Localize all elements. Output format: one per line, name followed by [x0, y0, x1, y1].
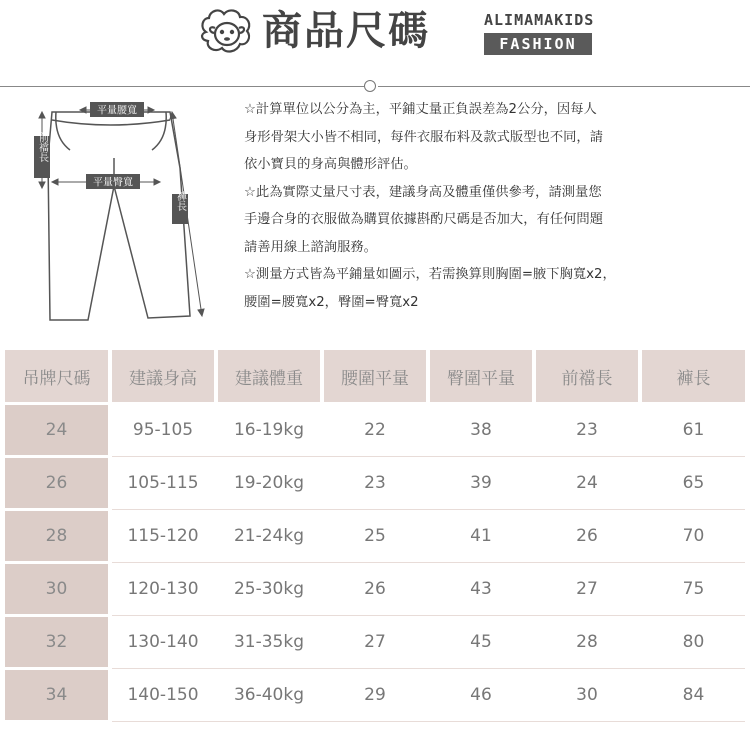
note-line: 請善用線上諮詢服務。 [244, 239, 377, 255]
row-divider [112, 456, 745, 457]
table-cell: 46 [430, 670, 532, 720]
table-cell: 38 [430, 405, 532, 455]
table-cell: 26 [536, 511, 638, 561]
table-cell: 105-115 [112, 458, 214, 508]
table-cell: 84 [642, 670, 745, 720]
divider-right [378, 86, 750, 87]
table-header-cell: 腰圍平量 [324, 350, 426, 402]
table-cell: 21-24kg [218, 511, 320, 561]
table-header-cell: 前襠長 [536, 350, 638, 402]
note-line: ☆此為實際丈量尺寸表，建議身高及體重僅供參考，請測量您 [244, 184, 602, 200]
row-divider [112, 562, 745, 563]
row-divider [112, 615, 745, 616]
pants-diagram [30, 98, 220, 330]
rise-label: 前襠長 [36, 132, 48, 162]
table-cell: 19-20kg [218, 458, 320, 508]
table-cell: 115-120 [112, 511, 214, 561]
sheep-logo-icon [196, 6, 258, 58]
table-cell: 75 [642, 564, 745, 614]
note-line: 依小寶貝的身高與體形評估。 [244, 157, 417, 172]
table-cell: 31-35kg [218, 617, 320, 667]
table-cell: 24 [536, 458, 638, 508]
row-divider [112, 721, 745, 722]
table-cell: 95-105 [112, 405, 214, 455]
table-cell: 29 [324, 670, 426, 720]
size-cell: 34 [5, 670, 108, 720]
table-header-cell: 吊牌尺碼 [5, 350, 108, 402]
table-cell: 30 [536, 670, 638, 720]
table-cell: 23 [536, 405, 638, 455]
page-title: 商品尺碼 [262, 8, 430, 54]
table-cell: 65 [642, 458, 745, 508]
table-cell: 23 [324, 458, 426, 508]
brand-name: ALIMAMAKIDS [484, 11, 595, 29]
note-line: 腰圍=腰寬x2，臀圍=臀寬x2 [244, 294, 419, 310]
note-line: 身形骨架大小皆不相同，每件衣服布料及款式版型也不同，請 [244, 129, 604, 145]
divider-left [0, 86, 364, 87]
table-cell: 26 [324, 564, 426, 614]
table-cell: 27 [536, 564, 638, 614]
table-header-cell: 建議體重 [218, 350, 320, 402]
table-cell: 70 [642, 511, 745, 561]
brand-tag: FASHION [484, 33, 592, 55]
table-cell: 28 [536, 617, 638, 667]
table-cell: 41 [430, 511, 532, 561]
table-cell: 43 [430, 564, 532, 614]
table-cell: 45 [430, 617, 532, 667]
table-cell: 27 [324, 617, 426, 667]
length-label: 褲長 [174, 191, 186, 211]
table-cell: 80 [642, 617, 745, 667]
size-cell: 24 [5, 405, 108, 455]
table-cell: 25-30kg [218, 564, 320, 614]
note-line: ☆測量方式皆為平鋪量如圖示，若需換算則胸圍=腋下胸寬x2， [244, 267, 616, 282]
table-header-cell: 建議身高 [112, 350, 214, 402]
size-notes [244, 96, 744, 316]
pants-outline [48, 112, 190, 320]
waist-label: 平量腰寬 [97, 105, 137, 117]
table-cell: 36-40kg [218, 670, 320, 720]
note-line: 手邊合身的衣服做為購買依據斟酌尺碼是否加大，有任何問題 [244, 212, 604, 227]
table-header-cell: 臀圍平量 [430, 350, 532, 402]
row-divider [112, 509, 745, 510]
size-cell: 32 [5, 617, 108, 667]
size-cell: 30 [5, 564, 108, 614]
size-cell: 26 [5, 458, 108, 508]
table-cell: 16-19kg [218, 405, 320, 455]
table-cell: 39 [430, 458, 532, 508]
table-cell: 61 [642, 405, 745, 455]
hip-label: 平量臀寬 [93, 177, 133, 189]
table-header-cell: 褲長 [642, 350, 745, 402]
table-cell: 130-140 [112, 617, 214, 667]
table-cell: 22 [324, 405, 426, 455]
row-divider [112, 668, 745, 669]
table-cell: 25 [324, 511, 426, 561]
table-cell: 120-130 [112, 564, 214, 614]
table-cell: 140-150 [112, 670, 214, 720]
divider-circle [364, 80, 376, 92]
note-line: ☆計算單位以公分為主，平鋪丈量正負誤差為2公分，因每人 [244, 102, 597, 117]
size-cell: 28 [5, 511, 108, 561]
